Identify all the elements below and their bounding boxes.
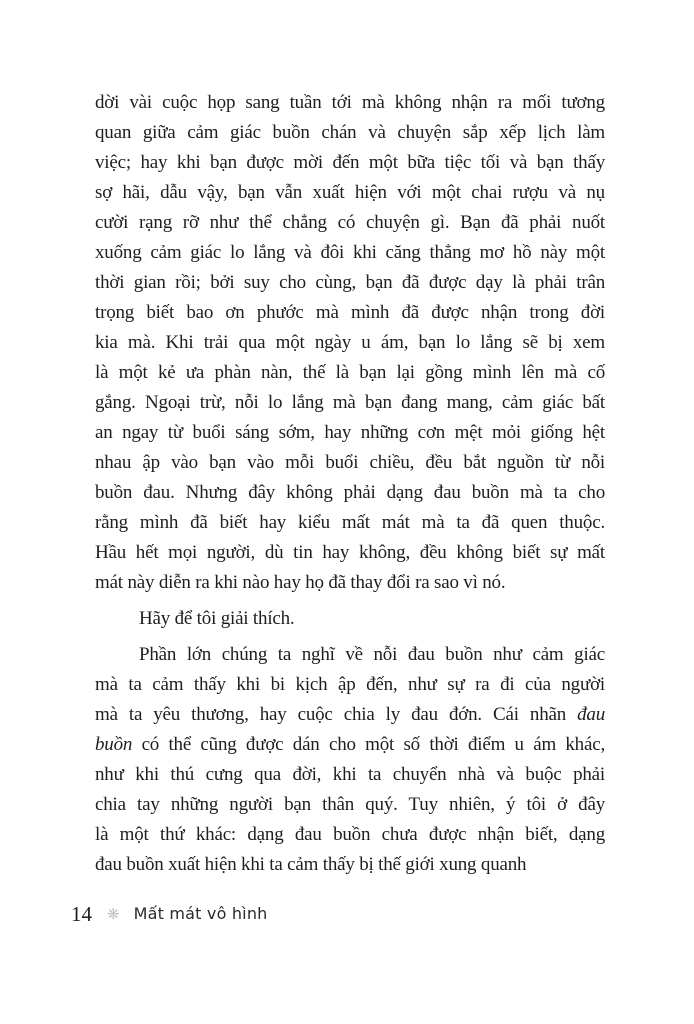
running-title: Mất mát vô hình <box>133 904 268 923</box>
text-line <box>95 148 605 178</box>
text-segment: nhau ập vào bạn vào mỗi buổi chiều, đều bắt nguồn từ nỗi <box>95 452 605 473</box>
text-line <box>95 178 605 208</box>
text-segment: việc; hay khi bạn được mời đến một bữa tiệc tối và bạn thấy <box>95 152 605 173</box>
text-segment: mà ta yêu thương, hay cuộc chia ly đau đớn. Cái nhãn <box>95 704 578 725</box>
text-segment: kia mà. Khi trải qua một ngày u ám, bạn lo lắng sẽ bị xem <box>95 332 605 353</box>
paragraph <box>95 88 605 598</box>
text-line <box>95 388 605 418</box>
text-segment: như khi thú cưng qua đời, khi ta chuyển nhà và buộc phải <box>95 764 605 785</box>
text-segment: rằng mình đã biết hay kiểu mất mát mà ta đã quen thuộc. <box>95 512 605 533</box>
text-segment: quan giữa cảm giác buồn chán và chuyện sắp xếp lịch làm <box>95 122 605 143</box>
text-line <box>95 730 605 760</box>
text-line <box>95 790 605 820</box>
text-segment: Hãy để tôi giải thích. <box>139 608 295 629</box>
emphasized-text: đau <box>577 704 605 725</box>
text-segment: là một thứ khác: dạng đau buồn chưa được nhận biết, dạng <box>95 824 605 845</box>
text-line <box>95 238 605 268</box>
text-line <box>95 508 605 538</box>
text-segment: Hầu hết mọi người, dù tin hay không, đều không biết sự mất <box>95 542 605 563</box>
text-line <box>95 670 605 700</box>
text-line <box>95 88 605 118</box>
paragraph <box>95 640 605 880</box>
text-line <box>95 448 605 478</box>
text-segment: dời vài cuộc họp sang tuần tới mà không nhận ra mối tương <box>95 92 605 113</box>
text-line <box>95 268 605 298</box>
text-segment: cười rạng rỡ như thể chẳng có chuyện gì. Bạn đã phải nuốt <box>95 212 605 233</box>
text-line <box>95 760 605 790</box>
page-number: 14 <box>71 902 92 926</box>
text-line <box>95 604 605 634</box>
text-line <box>95 118 605 148</box>
text-line <box>95 358 605 388</box>
text-line <box>95 700 605 730</box>
text-line <box>95 208 605 238</box>
text-segment: có thể cũng được dán cho một số thời điểm u ám khác, <box>132 734 605 755</box>
paragraph <box>95 604 605 634</box>
text-segment: thời gian rồi; bởi suy cho cùng, bạn đã được dạy là phải trân <box>95 272 605 293</box>
text-segment: sợ hãi, dẫu vậy, bạn vẫn xuất hiện với một chai rượu và nụ <box>95 182 605 203</box>
text-line <box>95 640 605 670</box>
text-segment: chia tay những người bạn thân quý. Tuy nhiên, ý tôi ở đây <box>95 794 605 815</box>
text-line <box>95 820 605 850</box>
text-segment: trọng biết bao ơn phước mà mình đã được nhận trong đời <box>95 302 605 323</box>
text-line <box>95 568 605 598</box>
flower-asterisk-icon: ❋ <box>107 905 120 923</box>
emphasized-text: buồn <box>95 734 133 755</box>
text-segment: an ngay từ buổi sáng sớm, hay những cơn mệt mỏi giống hệt <box>95 422 605 443</box>
page-footer <box>71 899 268 929</box>
text-line <box>95 418 605 448</box>
text-segment: gắng. Ngoại trừ, nỗi lo lắng mà bạn đang mang, cảm giác bất <box>95 392 605 413</box>
text-segment: mà ta cảm thấy khi bi kịch ập đến, như sự ra đi của người <box>95 674 605 695</box>
text-segment: đau buồn xuất hiện khi ta cảm thấy bị thế giới xung quanh <box>95 854 527 875</box>
text-line <box>95 850 605 880</box>
text-segment: buồn đau. Nhưng đây không phải dạng đau buồn mà ta cho <box>95 482 605 503</box>
text-segment: Phần lớn chúng ta nghĩ về nỗi đau buồn như cảm giác <box>139 644 605 665</box>
text-line <box>95 478 605 508</box>
text-line <box>95 298 605 328</box>
text-line <box>95 328 605 358</box>
body-text <box>95 88 605 886</box>
text-line <box>95 538 605 568</box>
text-segment: mát này diễn ra khi nào hay họ đã thay đổi ra sao vì nó. <box>95 572 506 593</box>
text-segment: là một kẻ ưa phàn nàn, thế là bạn lại gồng mình lên mà cố <box>95 362 605 383</box>
text-segment: xuống cảm giác lo lắng và đôi khi căng thẳng mơ hồ này một <box>95 242 605 263</box>
